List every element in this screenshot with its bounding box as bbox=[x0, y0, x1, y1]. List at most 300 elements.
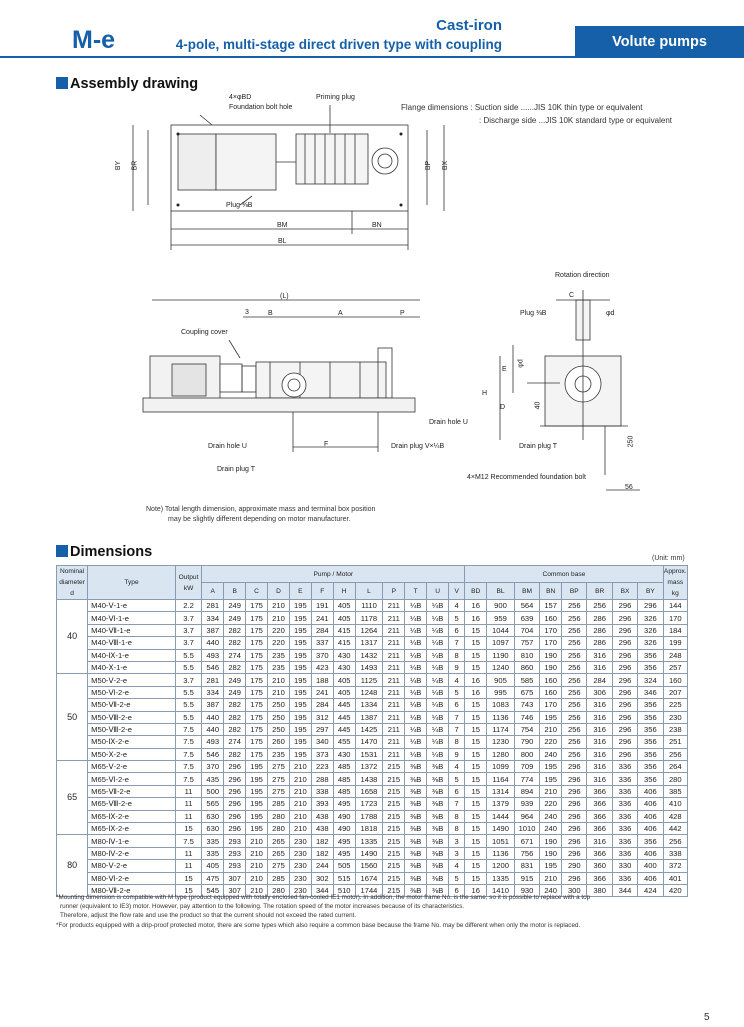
column-header: V bbox=[449, 583, 465, 600]
type-cell: M50-Ⅸ-2-e bbox=[88, 736, 176, 748]
type-cell: M80-Ⅳ-1-e bbox=[88, 835, 176, 847]
value-cell: ¼B bbox=[405, 674, 427, 686]
value-cell: 424 bbox=[638, 884, 663, 896]
value-cell: 296 bbox=[224, 823, 246, 835]
value-cell: 405 bbox=[333, 674, 355, 686]
value-cell: ⅜B bbox=[427, 773, 449, 785]
value-cell: 1136 bbox=[487, 711, 515, 723]
value-cell: ¼B bbox=[405, 736, 427, 748]
value-cell: 405 bbox=[333, 686, 355, 698]
value-cell: 423 bbox=[311, 661, 333, 673]
value-cell: 256 bbox=[562, 736, 587, 748]
value-cell: ¼B bbox=[427, 748, 449, 760]
value-cell: 210 bbox=[540, 723, 562, 735]
value-cell: 280 bbox=[268, 823, 290, 835]
value-cell: 274 bbox=[224, 736, 246, 748]
value-cell: 3.7 bbox=[175, 612, 202, 624]
value-cell: 500 bbox=[202, 785, 224, 797]
value-cell: 495 bbox=[333, 835, 355, 847]
value-cell: 280 bbox=[268, 810, 290, 822]
dim-bn: BN bbox=[372, 222, 382, 229]
value-cell: ⅜B bbox=[405, 884, 427, 896]
value-cell: ⅜B bbox=[427, 884, 449, 896]
value-cell: ¼B bbox=[405, 686, 427, 698]
value-cell: 3.7 bbox=[175, 624, 202, 636]
value-cell: 373 bbox=[311, 748, 333, 760]
value-cell: 307 bbox=[224, 872, 246, 884]
table-row bbox=[57, 624, 688, 636]
value-cell: 296 bbox=[562, 785, 587, 797]
type-cell: M65-Ⅸ-2-e bbox=[88, 823, 176, 835]
value-cell: 240 bbox=[540, 748, 562, 760]
phid2-label: φd bbox=[517, 359, 525, 368]
value-cell: 475 bbox=[202, 872, 224, 884]
dim-bl: BL bbox=[278, 238, 287, 245]
value-cell: 930 bbox=[514, 884, 539, 896]
value-cell: 215 bbox=[383, 835, 405, 847]
value-cell: 5.5 bbox=[175, 661, 202, 673]
value-cell: 296 bbox=[612, 649, 637, 661]
value-cell: 709 bbox=[514, 761, 539, 773]
rotation-label: Rotation direction bbox=[555, 272, 610, 279]
nominal-diameter-cell: 65 bbox=[57, 761, 88, 835]
value-cell: 265 bbox=[268, 847, 290, 859]
value-cell: 195 bbox=[289, 600, 311, 612]
value-cell: 241 bbox=[311, 612, 333, 624]
value-cell: 338 bbox=[311, 785, 333, 797]
value-cell: 1044 bbox=[487, 624, 515, 636]
value-cell: 546 bbox=[202, 661, 224, 673]
priming-plug-label: Priming plug bbox=[316, 94, 355, 101]
value-cell: 335 bbox=[202, 847, 224, 859]
value-cell: ¼B bbox=[427, 686, 449, 698]
column-header: BP bbox=[562, 583, 587, 600]
value-cell: 235 bbox=[268, 649, 290, 661]
dimensions-heading: Dimensions bbox=[56, 544, 152, 560]
value-cell: 1099 bbox=[487, 761, 515, 773]
value-cell: ⅜B bbox=[405, 847, 427, 859]
value-cell: ¼B bbox=[427, 699, 449, 711]
dim-bm: BM bbox=[277, 222, 288, 229]
value-cell: 1723 bbox=[355, 798, 383, 810]
value-cell: 175 bbox=[246, 637, 268, 649]
value-cell: 790 bbox=[514, 736, 539, 748]
value-cell: 195 bbox=[289, 699, 311, 711]
value-cell: 15 bbox=[465, 736, 487, 748]
table-row bbox=[57, 600, 688, 612]
value-cell: 175 bbox=[246, 736, 268, 748]
value-cell: 639 bbox=[514, 612, 539, 624]
value-cell: 406 bbox=[638, 872, 663, 884]
value-cell: 230 bbox=[289, 860, 311, 872]
value-cell: ¼B bbox=[427, 711, 449, 723]
plug-side-label: Plug ⅜B bbox=[520, 310, 547, 317]
value-cell: 296 bbox=[562, 847, 587, 859]
value-cell: 360 bbox=[587, 860, 612, 872]
value-cell: 210 bbox=[246, 860, 268, 872]
value-cell: 210 bbox=[268, 612, 290, 624]
value-cell: 288 bbox=[311, 773, 333, 785]
drain-hole-u-label: Drain hole U bbox=[429, 419, 468, 426]
value-cell: 336 bbox=[612, 761, 637, 773]
value-cell: 211 bbox=[383, 686, 405, 698]
value-cell: ¼B bbox=[405, 600, 427, 612]
value-cell: 282 bbox=[224, 699, 246, 711]
value-cell: ¼B bbox=[405, 612, 427, 624]
value-cell: 671 bbox=[514, 835, 539, 847]
value-cell: 297 bbox=[311, 723, 333, 735]
value-cell: 438 bbox=[311, 810, 333, 822]
value-cell: 215 bbox=[383, 847, 405, 859]
note-line-1: Note) Total length dimension, approximate mass and terminal box position bbox=[146, 506, 376, 513]
value-cell: 406 bbox=[638, 810, 663, 822]
value-cell: 240 bbox=[540, 810, 562, 822]
value-cell: 15 bbox=[175, 823, 202, 835]
value-cell: 1658 bbox=[355, 785, 383, 797]
value-cell: 356 bbox=[638, 649, 663, 661]
column-header: A bbox=[202, 583, 224, 600]
type-cell: M40-Ⅹ-1-e bbox=[88, 661, 176, 673]
value-cell: 675 bbox=[514, 686, 539, 698]
value-cell: 1164 bbox=[487, 773, 515, 785]
value-cell: 7.5 bbox=[175, 736, 202, 748]
value-cell: 15 bbox=[465, 748, 487, 760]
value-cell: 250 bbox=[268, 711, 290, 723]
value-cell: ⅜B bbox=[427, 798, 449, 810]
value-cell: ¼B bbox=[427, 736, 449, 748]
value-cell: 370 bbox=[311, 649, 333, 661]
footnote-3: Therefore, adjust the flow rate and use the product so that the current should not exceed the rated current. bbox=[60, 912, 357, 920]
value-cell: 306 bbox=[587, 686, 612, 698]
value-cell: 210 bbox=[289, 785, 311, 797]
value-cell: 366 bbox=[587, 823, 612, 835]
value-cell: 406 bbox=[638, 823, 663, 835]
value-cell: 1744 bbox=[355, 884, 383, 896]
column-header: T bbox=[405, 583, 427, 600]
dim-c: C bbox=[569, 292, 575, 299]
value-cell: 505 bbox=[333, 860, 355, 872]
value-cell: 1490 bbox=[487, 823, 515, 835]
value-cell: 630 bbox=[202, 810, 224, 822]
value-cell: 210 bbox=[246, 872, 268, 884]
value-cell: 1097 bbox=[487, 637, 515, 649]
value-cell: 195 bbox=[246, 785, 268, 797]
value-cell: ¼B bbox=[427, 637, 449, 649]
table-row bbox=[57, 847, 688, 859]
value-cell: ⅜B bbox=[427, 785, 449, 797]
value-cell: ¼B bbox=[405, 661, 427, 673]
value-cell: 210 bbox=[289, 810, 311, 822]
value-cell: 1174 bbox=[487, 723, 515, 735]
value-cell: 210 bbox=[268, 686, 290, 698]
value-cell: 372 bbox=[663, 860, 687, 872]
value-cell: 256 bbox=[562, 748, 587, 760]
value-cell: 8 bbox=[449, 810, 465, 822]
value-cell: 160 bbox=[540, 686, 562, 698]
value-cell: 7.5 bbox=[175, 748, 202, 760]
value-cell: 230 bbox=[289, 847, 311, 859]
type-cell: M65-Ⅴ-2-e bbox=[88, 761, 176, 773]
value-cell: 215 bbox=[383, 884, 405, 896]
value-cell: 356 bbox=[638, 661, 663, 673]
value-cell: 15 bbox=[465, 773, 487, 785]
value-cell: 1372 bbox=[355, 761, 383, 773]
value-cell: 356 bbox=[638, 723, 663, 735]
value-cell: 251 bbox=[663, 736, 687, 748]
value-cell: 230 bbox=[289, 884, 311, 896]
value-cell: 410 bbox=[663, 798, 687, 810]
type-cell: M50-Ⅹ-2-e bbox=[88, 748, 176, 760]
value-cell: 15 bbox=[465, 661, 487, 673]
head-pump-motor: Pump / Motor bbox=[202, 566, 465, 583]
value-cell: ¼B bbox=[405, 723, 427, 735]
type-cell: M80-Ⅵ-2-e bbox=[88, 872, 176, 884]
value-cell: 1438 bbox=[355, 773, 383, 785]
value-cell: 210 bbox=[289, 761, 311, 773]
value-cell: 334 bbox=[202, 612, 224, 624]
value-cell: 296 bbox=[562, 872, 587, 884]
value-cell: 831 bbox=[514, 860, 539, 872]
value-cell: 175 bbox=[246, 612, 268, 624]
value-cell: 190 bbox=[540, 661, 562, 673]
value-cell: 337 bbox=[311, 637, 333, 649]
value-cell: 195 bbox=[289, 711, 311, 723]
value-cell: 223 bbox=[311, 761, 333, 773]
value-cell: 215 bbox=[383, 872, 405, 884]
type-cell: M50-Ⅷ-2-e bbox=[88, 711, 176, 723]
value-cell: ¼B bbox=[427, 649, 449, 661]
value-cell: 296 bbox=[562, 810, 587, 822]
table-row bbox=[57, 637, 688, 649]
value-cell: 175 bbox=[246, 674, 268, 686]
value-cell: 490 bbox=[333, 823, 355, 835]
value-cell: 8 bbox=[449, 736, 465, 748]
dim-56: 56 bbox=[625, 484, 633, 491]
value-cell: 7 bbox=[449, 711, 465, 723]
value-cell: 195 bbox=[246, 823, 268, 835]
column-header: B bbox=[224, 583, 246, 600]
value-cell: 440 bbox=[202, 711, 224, 723]
value-cell: 210 bbox=[540, 872, 562, 884]
value-cell: 235 bbox=[268, 661, 290, 673]
value-cell: 1083 bbox=[487, 699, 515, 711]
value-cell: ¼B bbox=[427, 723, 449, 735]
value-cell: 401 bbox=[663, 872, 687, 884]
value-cell: 275 bbox=[268, 785, 290, 797]
dim-40: 40 bbox=[534, 401, 542, 410]
value-cell: 356 bbox=[638, 773, 663, 785]
type-cell: M40-Ⅴ-1-e bbox=[88, 600, 176, 612]
value-cell: 3.7 bbox=[175, 637, 202, 649]
value-cell: 445 bbox=[333, 723, 355, 735]
value-cell: 324 bbox=[638, 674, 663, 686]
value-cell: 195 bbox=[289, 723, 311, 735]
value-cell: 191 bbox=[311, 600, 333, 612]
value-cell: 230 bbox=[289, 835, 311, 847]
value-cell: 296 bbox=[612, 600, 637, 612]
value-cell: 5 bbox=[449, 872, 465, 884]
value-cell: 366 bbox=[587, 872, 612, 884]
type-cell: M65-Ⅵ-2-e bbox=[88, 773, 176, 785]
value-cell: 1490 bbox=[355, 847, 383, 859]
value-cell: 11 bbox=[175, 798, 202, 810]
value-cell: 16 bbox=[465, 612, 487, 624]
value-cell: 959 bbox=[487, 612, 515, 624]
value-cell: 335 bbox=[202, 835, 224, 847]
value-cell: 244 bbox=[311, 860, 333, 872]
value-cell: 356 bbox=[638, 711, 663, 723]
value-cell: 195 bbox=[540, 761, 562, 773]
value-cell: 195 bbox=[289, 748, 311, 760]
bolt-recommend-label: 4×M12 Recommended foundation bolt bbox=[467, 474, 586, 481]
value-cell: 250 bbox=[268, 723, 290, 735]
value-cell: 256 bbox=[562, 711, 587, 723]
value-cell: 215 bbox=[383, 785, 405, 797]
value-cell: ⅜B bbox=[427, 872, 449, 884]
value-cell: 5 bbox=[449, 686, 465, 698]
value-cell: ¼B bbox=[427, 674, 449, 686]
value-cell: 190 bbox=[540, 847, 562, 859]
value-cell: 160 bbox=[663, 674, 687, 686]
value-cell: 3 bbox=[449, 835, 465, 847]
value-cell: ⅜B bbox=[427, 835, 449, 847]
value-cell: 280 bbox=[663, 773, 687, 785]
value-cell: 344 bbox=[311, 884, 333, 896]
value-cell: 5.5 bbox=[175, 649, 202, 661]
value-cell: 282 bbox=[224, 624, 246, 636]
value-cell: ¼B bbox=[405, 711, 427, 723]
value-cell: 215 bbox=[383, 823, 405, 835]
value-cell: 195 bbox=[246, 773, 268, 785]
value-cell: 175 bbox=[246, 723, 268, 735]
value-cell: 282 bbox=[224, 661, 246, 673]
value-cell: 238 bbox=[663, 723, 687, 735]
product-description: 4-pole, multi-stage direct driven type with coupling bbox=[175, 37, 502, 52]
value-cell: 435 bbox=[202, 773, 224, 785]
table-row bbox=[57, 736, 688, 748]
value-cell: 900 bbox=[487, 600, 515, 612]
value-cell: 249 bbox=[224, 674, 246, 686]
value-cell: ¼B bbox=[405, 748, 427, 760]
value-cell: 316 bbox=[587, 723, 612, 735]
value-cell: 316 bbox=[587, 761, 612, 773]
value-cell: 211 bbox=[383, 748, 405, 760]
value-cell: 1379 bbox=[487, 798, 515, 810]
value-cell: 256 bbox=[562, 723, 587, 735]
head-common-base: Common base bbox=[465, 566, 663, 583]
value-cell: 316 bbox=[587, 661, 612, 673]
value-cell: 296 bbox=[612, 723, 637, 735]
value-cell: 282 bbox=[224, 723, 246, 735]
value-cell: 9 bbox=[449, 748, 465, 760]
value-cell: 336 bbox=[612, 872, 637, 884]
value-cell: 281 bbox=[202, 674, 224, 686]
value-cell: 296 bbox=[224, 773, 246, 785]
value-cell: 7 bbox=[449, 637, 465, 649]
value-cell: 264 bbox=[663, 761, 687, 773]
value-cell: 210 bbox=[289, 823, 311, 835]
value-cell: 1010 bbox=[514, 823, 539, 835]
table-row bbox=[57, 674, 688, 686]
nominal-diameter-cell: 50 bbox=[57, 674, 88, 761]
dim-br: BR bbox=[131, 160, 139, 171]
value-cell: 1335 bbox=[487, 872, 515, 884]
value-cell: 230 bbox=[663, 711, 687, 723]
value-cell: 175 bbox=[246, 600, 268, 612]
value-cell: 340 bbox=[311, 736, 333, 748]
value-cell: 296 bbox=[612, 661, 637, 673]
value-cell: 406 bbox=[638, 847, 663, 859]
value-cell: 564 bbox=[514, 600, 539, 612]
value-cell: 445 bbox=[333, 711, 355, 723]
value-cell: 8 bbox=[449, 649, 465, 661]
value-cell: 296 bbox=[224, 785, 246, 797]
value-cell: 344 bbox=[612, 884, 637, 896]
value-cell: ⅜B bbox=[427, 860, 449, 872]
value-cell: 316 bbox=[587, 736, 612, 748]
value-cell: 170 bbox=[540, 699, 562, 711]
value-cell: 387 bbox=[202, 699, 224, 711]
value-cell: 286 bbox=[587, 624, 612, 636]
nominal-diameter-cell: 40 bbox=[57, 600, 88, 674]
value-cell: 195 bbox=[246, 810, 268, 822]
type-cell: M50-Ⅵ-2-e bbox=[88, 686, 176, 698]
value-cell: 746 bbox=[514, 711, 539, 723]
value-cell: 210 bbox=[268, 674, 290, 686]
value-cell: 495 bbox=[333, 798, 355, 810]
footnote-1: *Mounting dimension is compatible with M type (product equipped with totally enclosed fan-cooled IE1 motor). In addition, the motor frame No. is the same, so it is possible to replace with a top bbox=[56, 894, 591, 901]
value-cell: 195 bbox=[246, 761, 268, 773]
table-row bbox=[57, 661, 688, 673]
footnote-4: *For products equipped with a drip-proof protected motor, there are some types which also require a common base because the frame No. may be different when only the motor is replaced. bbox=[56, 921, 581, 929]
value-cell: 215 bbox=[383, 761, 405, 773]
column-header: C bbox=[246, 583, 268, 600]
value-cell: 5 bbox=[449, 773, 465, 785]
table-row bbox=[57, 649, 688, 661]
page-number: 5 bbox=[704, 1012, 710, 1023]
value-cell: 515 bbox=[333, 872, 355, 884]
value-cell: 1560 bbox=[355, 860, 383, 872]
column-header: E bbox=[289, 583, 311, 600]
value-cell: 175 bbox=[246, 661, 268, 673]
value-cell: 250 bbox=[268, 699, 290, 711]
value-cell: 170 bbox=[663, 612, 687, 624]
value-cell: 438 bbox=[311, 823, 333, 835]
value-cell: 265 bbox=[268, 835, 290, 847]
value-cell: 211 bbox=[383, 674, 405, 686]
value-cell: 995 bbox=[487, 686, 515, 698]
dim-p: P bbox=[400, 310, 405, 317]
value-cell: 215 bbox=[383, 773, 405, 785]
value-cell: 405 bbox=[202, 860, 224, 872]
value-cell: 296 bbox=[224, 761, 246, 773]
value-cell: 15 bbox=[465, 798, 487, 810]
value-cell: 275 bbox=[268, 860, 290, 872]
drain-plug-t-label: Drain plug T bbox=[217, 466, 256, 473]
value-cell: 211 bbox=[383, 637, 405, 649]
value-cell: 1248 bbox=[355, 686, 383, 698]
value-cell: 144 bbox=[663, 600, 687, 612]
value-cell: ⅜B bbox=[405, 798, 427, 810]
value-cell: 230 bbox=[289, 872, 311, 884]
value-cell: 1051 bbox=[487, 835, 515, 847]
dim-d: D bbox=[500, 404, 506, 411]
footnote-2: runner (equivalent to IE3) motor. However, pay attention to the following. The rotation speed of the motor increases because of its characteristics. bbox=[60, 903, 465, 911]
value-cell: 585 bbox=[514, 674, 539, 686]
value-cell: 9 bbox=[449, 661, 465, 673]
value-cell: 182 bbox=[311, 847, 333, 859]
value-cell: ⅜B bbox=[405, 872, 427, 884]
